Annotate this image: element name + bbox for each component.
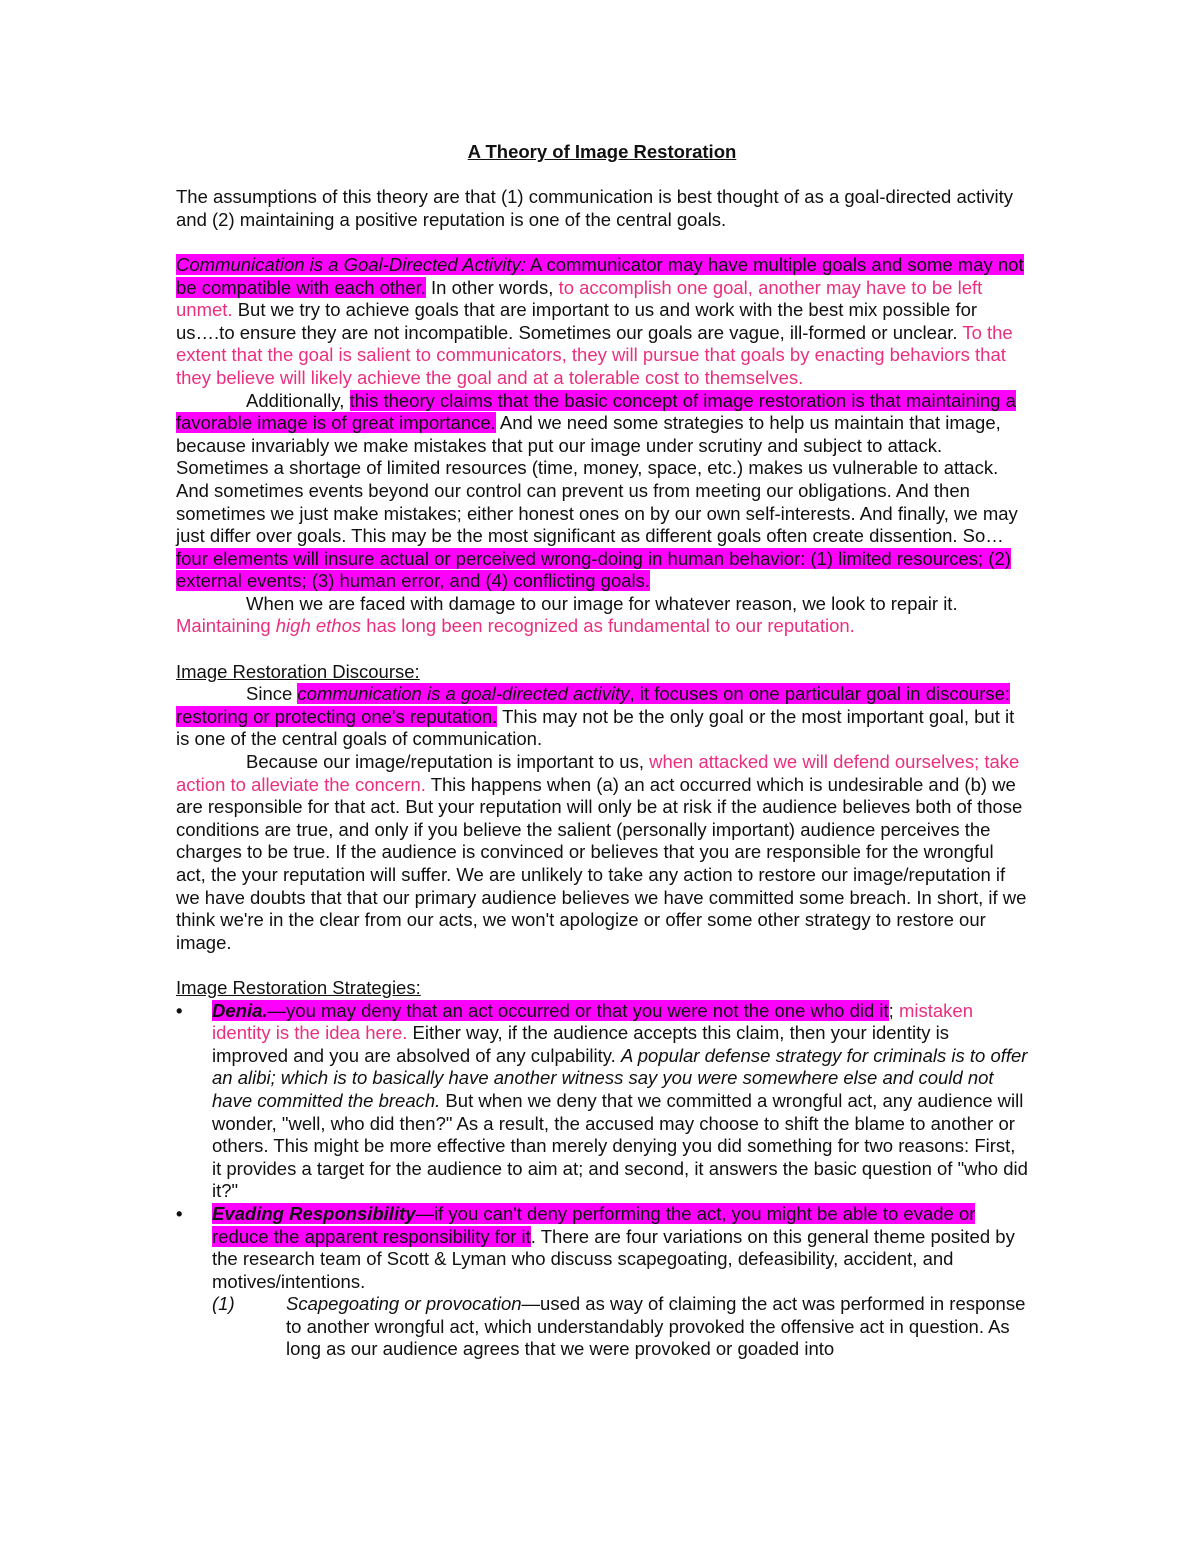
body-text: This may not be the only goal or the most important goal, but it is one of the central goals of communication. (176, 705, 1015, 750)
body-text: . There are four variations on this general theme posited by the research team of Scott & Lyman who discuss scapegoating, defeasibility, accident, and motives/intentions. (212, 1225, 1015, 1292)
pink-text: when attacked we will defend ourselves; take action to alleviate the concern. (176, 751, 1020, 795)
body-text: And we need some strategies to help us maintain that image, because invariably we make mistakes that put our image under scrutiny and subject to attack. Sometimes a shortage of limited resources (time, money, space, etc.) makes us vulnerable to attack. And sometimes events beyond our control can prevent us from meeting our obligations. And then sometimes we just make mistakes; either honest ones on by our own self-interests. And finally, we may just differ over goals. This may be the most significant as different goals often create dissention. So… (176, 412, 1018, 547)
variation-number: (1) (212, 1293, 235, 1315)
body-text: But we try to achieve goals that are important to us and work with the best mix possible for us….to ensure they are not incompatible. Sometimes our goals are vague, ill-formed or unclear. (176, 299, 978, 343)
body-text: When we are faced with damage to our image for whatever reason, we look to repair it. (246, 592, 958, 614)
highlight (212, 1000, 889, 1021)
pink-text: Maintaining (176, 615, 276, 637)
strategy-term: Denia. (212, 999, 268, 1021)
pink-text: mistaken identity is the idea here. (212, 999, 973, 1044)
highlight-text: —if you can't deny performing the act, you might be able to evade or reduce the apparent responsibility for it (212, 1202, 976, 1247)
discourse-paragraph (176, 683, 1028, 751)
variation-scapegoating (212, 1293, 1028, 1361)
body-text: —used as way of claiming the act was performed in response to another wrongful act, which understandably provoked the offensive act in question. As long as our audience agrees that we were provoked or goaded into (286, 1293, 1026, 1360)
spacer (176, 638, 1028, 661)
highlight: this theory claims that the basic concept of image restoration is that maintaining a favorable image is of great importance. (176, 389, 1016, 434)
spacer (176, 164, 1028, 187)
heading-strategies: Image Restoration Strategies: (176, 976, 421, 998)
italic-text: A popular defense strategy for criminals is to offer an alibi; which is to basically have another witness say you were somewhere else and could not have committed the breach. (212, 1044, 1028, 1111)
goal-directed-paragraph (176, 254, 1028, 390)
body-text: In other words, (425, 276, 559, 298)
strategies-list (176, 1000, 1028, 1362)
highlight-text: A communicator may have multiple goals and some may not be compatible with each other. (176, 253, 1024, 298)
bullet-icon: • (176, 999, 183, 1021)
strategy-denial (176, 1000, 1028, 1203)
document-body (176, 141, 1028, 1361)
repair-paragraph (176, 593, 1028, 638)
body-text: Since (246, 683, 298, 705)
body-text: Because our image/reputation is important to us, (246, 751, 650, 773)
additionally-paragraph (176, 390, 1028, 593)
pink-text: has long been recognized as fundamental to our reputation. (361, 615, 855, 637)
spacer (176, 954, 1028, 977)
body-text: This happens when (a) an act occurred which is undesirable and (b) we are responsible for that act. But your reputation will only be at risk if the audience believes both of those conditions are true, and only if you believe the salient (personally important) audience perceives the charges to be true. If the audience is convinced or believes that you are responsible for the wrongful act, the your reputation will suffer. We are unlikely to take any action to restore our image/reputation if we have doubts that that our primary audience believes we have committed some breach. In short, if we think we're in the clear from our acts, we won't apologize or offer some other strategy to restore our image. (176, 773, 1027, 953)
heading-discourse: Image Restoration Discourse: (176, 660, 420, 682)
pink-text: to accomplish one goal, another may have to be left unmet. (176, 276, 983, 321)
highlight: four elements will insure actual or perceived wrong-doing in human behavior: (1) limited resources; (2) external events; (3) human error, and (4) conflicting goals. (176, 547, 1011, 592)
italic-term: communication is a goal-directed activity (297, 683, 630, 705)
highlight-text: —you may deny that an act occurred or that you were not the one who did it (267, 999, 889, 1021)
intro-paragraph: The assumptions of this theory are that (1) communication is best thought of as a goal-directed activity and (2) maintaining a positive reputation is one of the central goals. (176, 186, 1014, 230)
body-text: But when we deny that we committed a wrongful act, any audience will wonder, "well, who did then?" As a result, the accused may choose to shift the blame to another or others. This might be more effective than merely denying you did something for two reasons: First, it provides a target for the audience to aim at; and second, it answers the basic question of "who did it?" (212, 1089, 1028, 1202)
document-title: A Theory of Image Restoration (467, 141, 737, 162)
body-text: Additionally, (246, 389, 350, 411)
strategy-term: Evading Responsibility (212, 1202, 416, 1224)
pink-text: To the extent that the goal is salient to communicators, they will pursue that goals by enacting behaviors that they believe will likely achieve the goal and at a tolerable cost to themselves. (176, 321, 1013, 388)
body-text: ; (888, 999, 899, 1021)
highlight-text: , it focuses on one particular goal in discourse: restoring or protecting one's reputation. (176, 683, 1011, 727)
reputation-paragraph (176, 751, 1028, 954)
body-text: Either way, if the audience accepts this claim, then your identity is improved and you are absolved of any culpability. (212, 1022, 949, 1066)
spacer (176, 231, 1028, 254)
pink-italic-text: high ethos (275, 615, 362, 637)
strategy-evading-responsibility (176, 1203, 1028, 1361)
variation-term: Scapegoating or provocation (286, 1293, 522, 1315)
italic-term: Communication is a Goal-Directed Activity: (176, 253, 526, 275)
bullet-icon: • (176, 1202, 183, 1224)
